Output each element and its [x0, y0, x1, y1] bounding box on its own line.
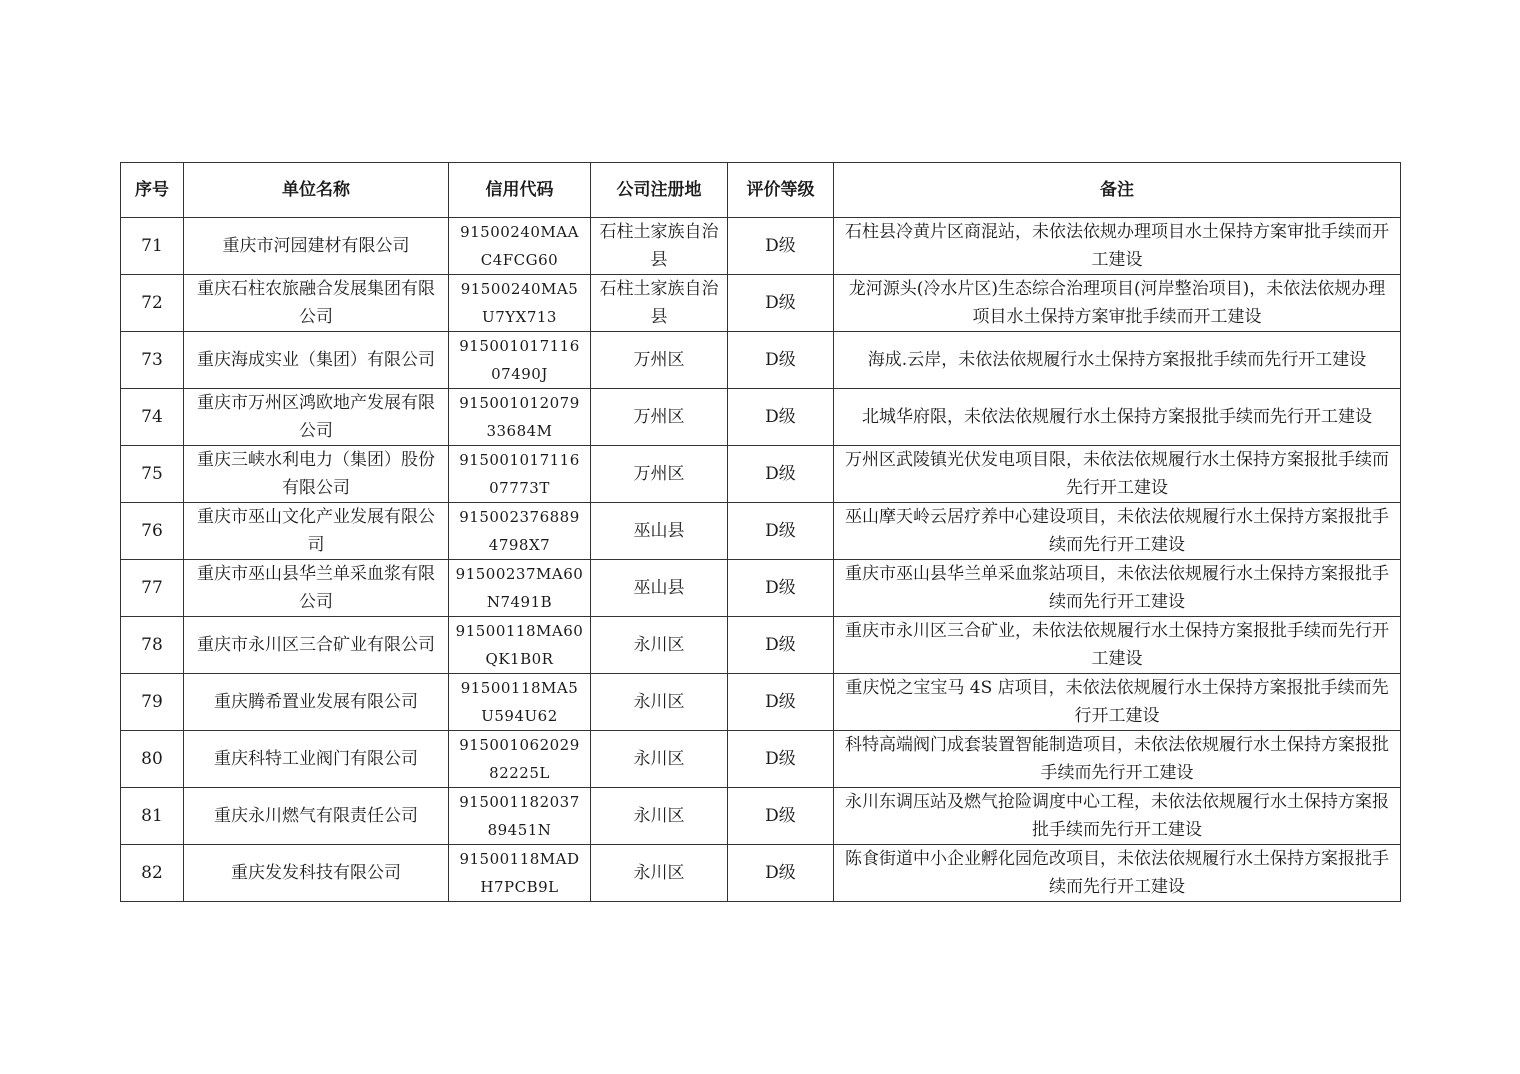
table-row: [121, 275, 1401, 332]
cell-company-name: 重庆科特工业阀门有限公司: [184, 731, 449, 788]
cell-remarks: 永川东调压站及燃气抢险调度中心工程，未依法依规履行水土保持方案报批手续而先行开工建设: [834, 788, 1401, 845]
table-row: [121, 731, 1401, 788]
table-header-row: [121, 163, 1401, 218]
cell-rating-grade: D级: [728, 617, 834, 674]
cell-serial-number: 76: [121, 503, 184, 560]
cell-company-name: 重庆发发科技有限公司: [184, 845, 449, 902]
cell-credit-code: 91500101711607773T: [449, 446, 591, 503]
header-serial-number: 序号: [121, 163, 184, 218]
cell-company-name: 重庆市巫山县华兰单采血浆有限公司: [184, 560, 449, 617]
cell-remarks: 重庆悦之宝宝马 4S 店项目，未依法依规履行水土保持方案报批手续而先行开工建设: [834, 674, 1401, 731]
cell-remarks: 重庆市永川区三合矿业，未依法依规履行水土保持方案报批手续而先行开工建设: [834, 617, 1401, 674]
cell-rating-grade: D级: [728, 788, 834, 845]
table-row: [121, 446, 1401, 503]
cell-registered-location: 万州区: [591, 446, 728, 503]
cell-remarks: 石柱县冷黄片区商混站，未依法依规办理项目水土保持方案审批手续而开工建设: [834, 218, 1401, 275]
cell-remarks: 万州区武陵镇光伏发电项目限，未依法依规履行水土保持方案报批手续而先行开工建设: [834, 446, 1401, 503]
cell-registered-location: 永川区: [591, 788, 728, 845]
cell-credit-code: 915002376889 4798X7: [449, 503, 591, 560]
cell-company-name: 重庆永川燃气有限责任公司: [184, 788, 449, 845]
table-row: [121, 560, 1401, 617]
cell-company-name: 重庆市万州区鸿欧地产发展有限公司: [184, 389, 449, 446]
table-row: [121, 503, 1401, 560]
cell-rating-grade: D级: [728, 218, 834, 275]
cell-registered-location: 巫山县: [591, 560, 728, 617]
table-row: [121, 674, 1401, 731]
cell-registered-location: 巫山县: [591, 503, 728, 560]
cell-registered-location: 永川区: [591, 731, 728, 788]
cell-rating-grade: D级: [728, 332, 834, 389]
cell-credit-code: 91500118MA5U594U62: [449, 674, 591, 731]
table-row: [121, 788, 1401, 845]
cell-credit-code: 91500118MA60QK1B0R: [449, 617, 591, 674]
cell-serial-number: 71: [121, 218, 184, 275]
table-row: [121, 617, 1401, 674]
cell-serial-number: 73: [121, 332, 184, 389]
cell-company-name: 重庆石柱农旅融合发展集团有限公司: [184, 275, 449, 332]
header-registered-location: 公司注册地: [591, 163, 728, 218]
credit-evaluation-table: [120, 162, 1401, 902]
cell-serial-number: 81: [121, 788, 184, 845]
cell-remarks: 巫山摩天岭云居疗养中心建设项目，未依法依规履行水土保持方案报批手续而先行开工建设: [834, 503, 1401, 560]
cell-remarks: 北城华府限，未依法依规履行水土保持方案报批手续而先行开工建设: [834, 389, 1401, 446]
cell-credit-code: 91500240MAAC4FCG60: [449, 218, 591, 275]
cell-remarks: 海成.云岸，未依法依规履行水土保持方案报批手续而先行开工建设: [834, 332, 1401, 389]
cell-rating-grade: D级: [728, 389, 834, 446]
cell-serial-number: 75: [121, 446, 184, 503]
cell-credit-code: 91500118203789451N: [449, 788, 591, 845]
cell-serial-number: 82: [121, 845, 184, 902]
cell-credit-code: 91500240MA5U7YX713: [449, 275, 591, 332]
cell-registered-location: 万州区: [591, 332, 728, 389]
cell-credit-code: 91500101207933684M: [449, 389, 591, 446]
cell-rating-grade: D级: [728, 731, 834, 788]
cell-company-name: 重庆三峡水利电力（集团）股份有限公司: [184, 446, 449, 503]
table-row: [121, 332, 1401, 389]
cell-registered-location: 永川区: [591, 617, 728, 674]
cell-company-name: 重庆市河园建材有限公司: [184, 218, 449, 275]
cell-rating-grade: D级: [728, 503, 834, 560]
cell-serial-number: 80: [121, 731, 184, 788]
cell-serial-number: 79: [121, 674, 184, 731]
cell-registered-location: 石柱土家族自治县: [591, 218, 728, 275]
cell-rating-grade: D级: [728, 446, 834, 503]
cell-company-name: 重庆腾希置业发展有限公司: [184, 674, 449, 731]
cell-credit-code: 91500101711607490J: [449, 332, 591, 389]
cell-registered-location: 石柱土家族自治县: [591, 275, 728, 332]
cell-serial-number: 72: [121, 275, 184, 332]
cell-serial-number: 78: [121, 617, 184, 674]
cell-rating-grade: D级: [728, 674, 834, 731]
cell-company-name: 重庆海成实业（集团）有限公司: [184, 332, 449, 389]
header-remarks: 备注: [834, 163, 1401, 218]
cell-rating-grade: D级: [728, 845, 834, 902]
table-row: [121, 218, 1401, 275]
cell-remarks: 龙河源头(冷水片区)生态综合治理项目(河岸整治项目)，未依法依规办理项目水土保持方案审批手续而开工建设: [834, 275, 1401, 332]
cell-serial-number: 77: [121, 560, 184, 617]
header-rating-grade: 评价等级: [728, 163, 834, 218]
cell-registered-location: 永川区: [591, 845, 728, 902]
table-row: [121, 845, 1401, 902]
header-company-name: 单位名称: [184, 163, 449, 218]
cell-remarks: 重庆市巫山县华兰单采血浆站项目，未依法依规履行水土保持方案报批手续而先行开工建设: [834, 560, 1401, 617]
cell-company-name: 重庆市永川区三合矿业有限公司: [184, 617, 449, 674]
cell-rating-grade: D级: [728, 560, 834, 617]
cell-credit-code: 91500237MA60N7491B: [449, 560, 591, 617]
cell-registered-location: 万州区: [591, 389, 728, 446]
cell-remarks: 科特高端阀门成套装置智能制造项目，未依法依规履行水土保持方案报批手续而先行开工建设: [834, 731, 1401, 788]
cell-remarks: 陈食街道中小企业孵化园危改项目，未依法依规履行水土保持方案报批手续而先行开工建设: [834, 845, 1401, 902]
header-credit-code: 信用代码: [449, 163, 591, 218]
table-row: [121, 389, 1401, 446]
cell-rating-grade: D级: [728, 275, 834, 332]
cell-company-name: 重庆市巫山文化产业发展有限公司: [184, 503, 449, 560]
cell-serial-number: 74: [121, 389, 184, 446]
cell-credit-code: 91500106202982225L: [449, 731, 591, 788]
cell-credit-code: 91500118MADH7PCB9L: [449, 845, 591, 902]
cell-registered-location: 永川区: [591, 674, 728, 731]
